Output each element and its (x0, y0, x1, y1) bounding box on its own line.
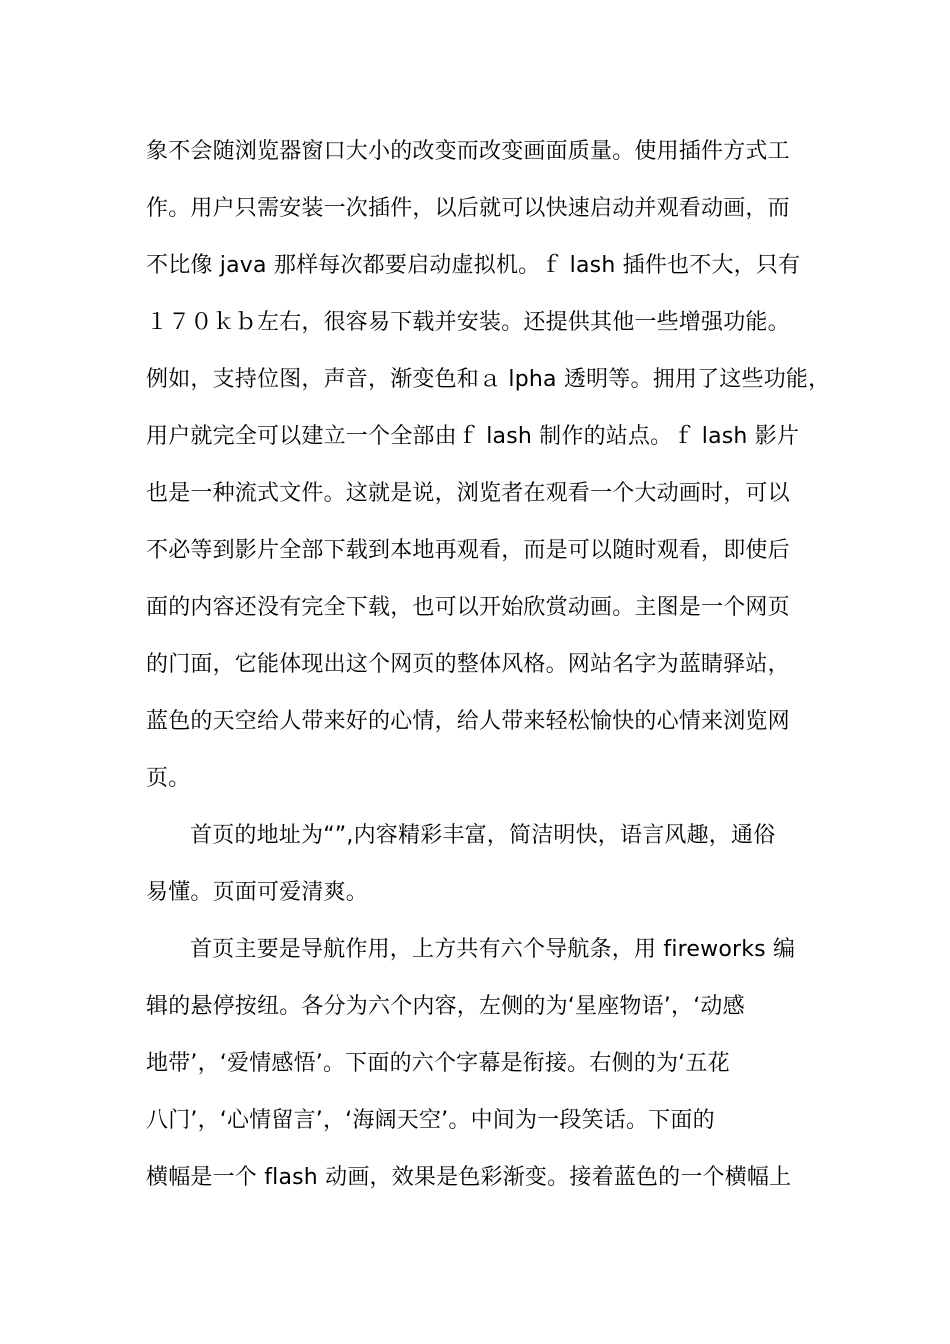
text-line: 蓝色的天空给人带来好的心情，给人带来轻松愉快的心情来浏览网 (146, 709, 790, 734)
text-line: 辑的悬停按纽。各分为六个内容，左侧的为‘星座物语’，‘动感 (146, 994, 745, 1019)
text-line: １７０ｋｂ左右，很容易下载并安装。还提供其他一些增强功能。 (146, 310, 790, 335)
text-line: 用户就完全可以建立一个全部由ｆ lash 制作的站点。ｆ lash 影片 (146, 424, 800, 449)
text-line: 的门面，它能体现出这个网页的整体风格。网站名字为蓝睛驿站， (146, 652, 790, 677)
text-line: 横幅是一个 flash 动画，效果是色彩渐变。接着蓝色的一个横幅上 (146, 1165, 792, 1190)
paragraph-first-line: 首页的地址为“”,内容精彩丰富，简洁明快，语言风趣，通俗 (190, 823, 776, 848)
text-line: 例如，支持位图，声音，渐变色和ａ lpha 透明等。拥用了这些功能， (146, 367, 831, 392)
text-line: 也是一种流式文件。这就是说，浏览者在观看一个大动画时，可以 (146, 481, 790, 506)
paragraph-first-line: 首页主要是导航作用，上方共有六个导航条，用 fireworks 编 (190, 937, 796, 962)
text-line: 地带’，‘爱情感悟’。下面的六个字幕是衔接。右侧的为‘五花 (146, 1051, 730, 1076)
text-line: 象不会随浏览器窗口大小的改变而改变画面质量。使用插件方式工 (146, 139, 790, 164)
text-line: 不比像 java 那样每次都要启动虚拟机。ｆ lash 插件也不大，只有 (146, 253, 801, 278)
text-line: 页。 (146, 766, 191, 791)
text-line: 八门’，‘心情留言’，‘海阔天空’。中间为一段笑话。下面的 (146, 1108, 715, 1133)
text-line: 不必等到影片全部下载到本地再观看，而是可以随时观看，即使后 (146, 538, 790, 563)
text-line: 面的内容还没有完全下载，也可以开始欣赏动画。主图是一个网页 (146, 595, 790, 620)
text-line: 作。用户只需安装一次插件，以后就可以快速启动并观看动画，而 (146, 196, 790, 221)
text-line: 易懂。页面可爱清爽。 (146, 880, 369, 905)
